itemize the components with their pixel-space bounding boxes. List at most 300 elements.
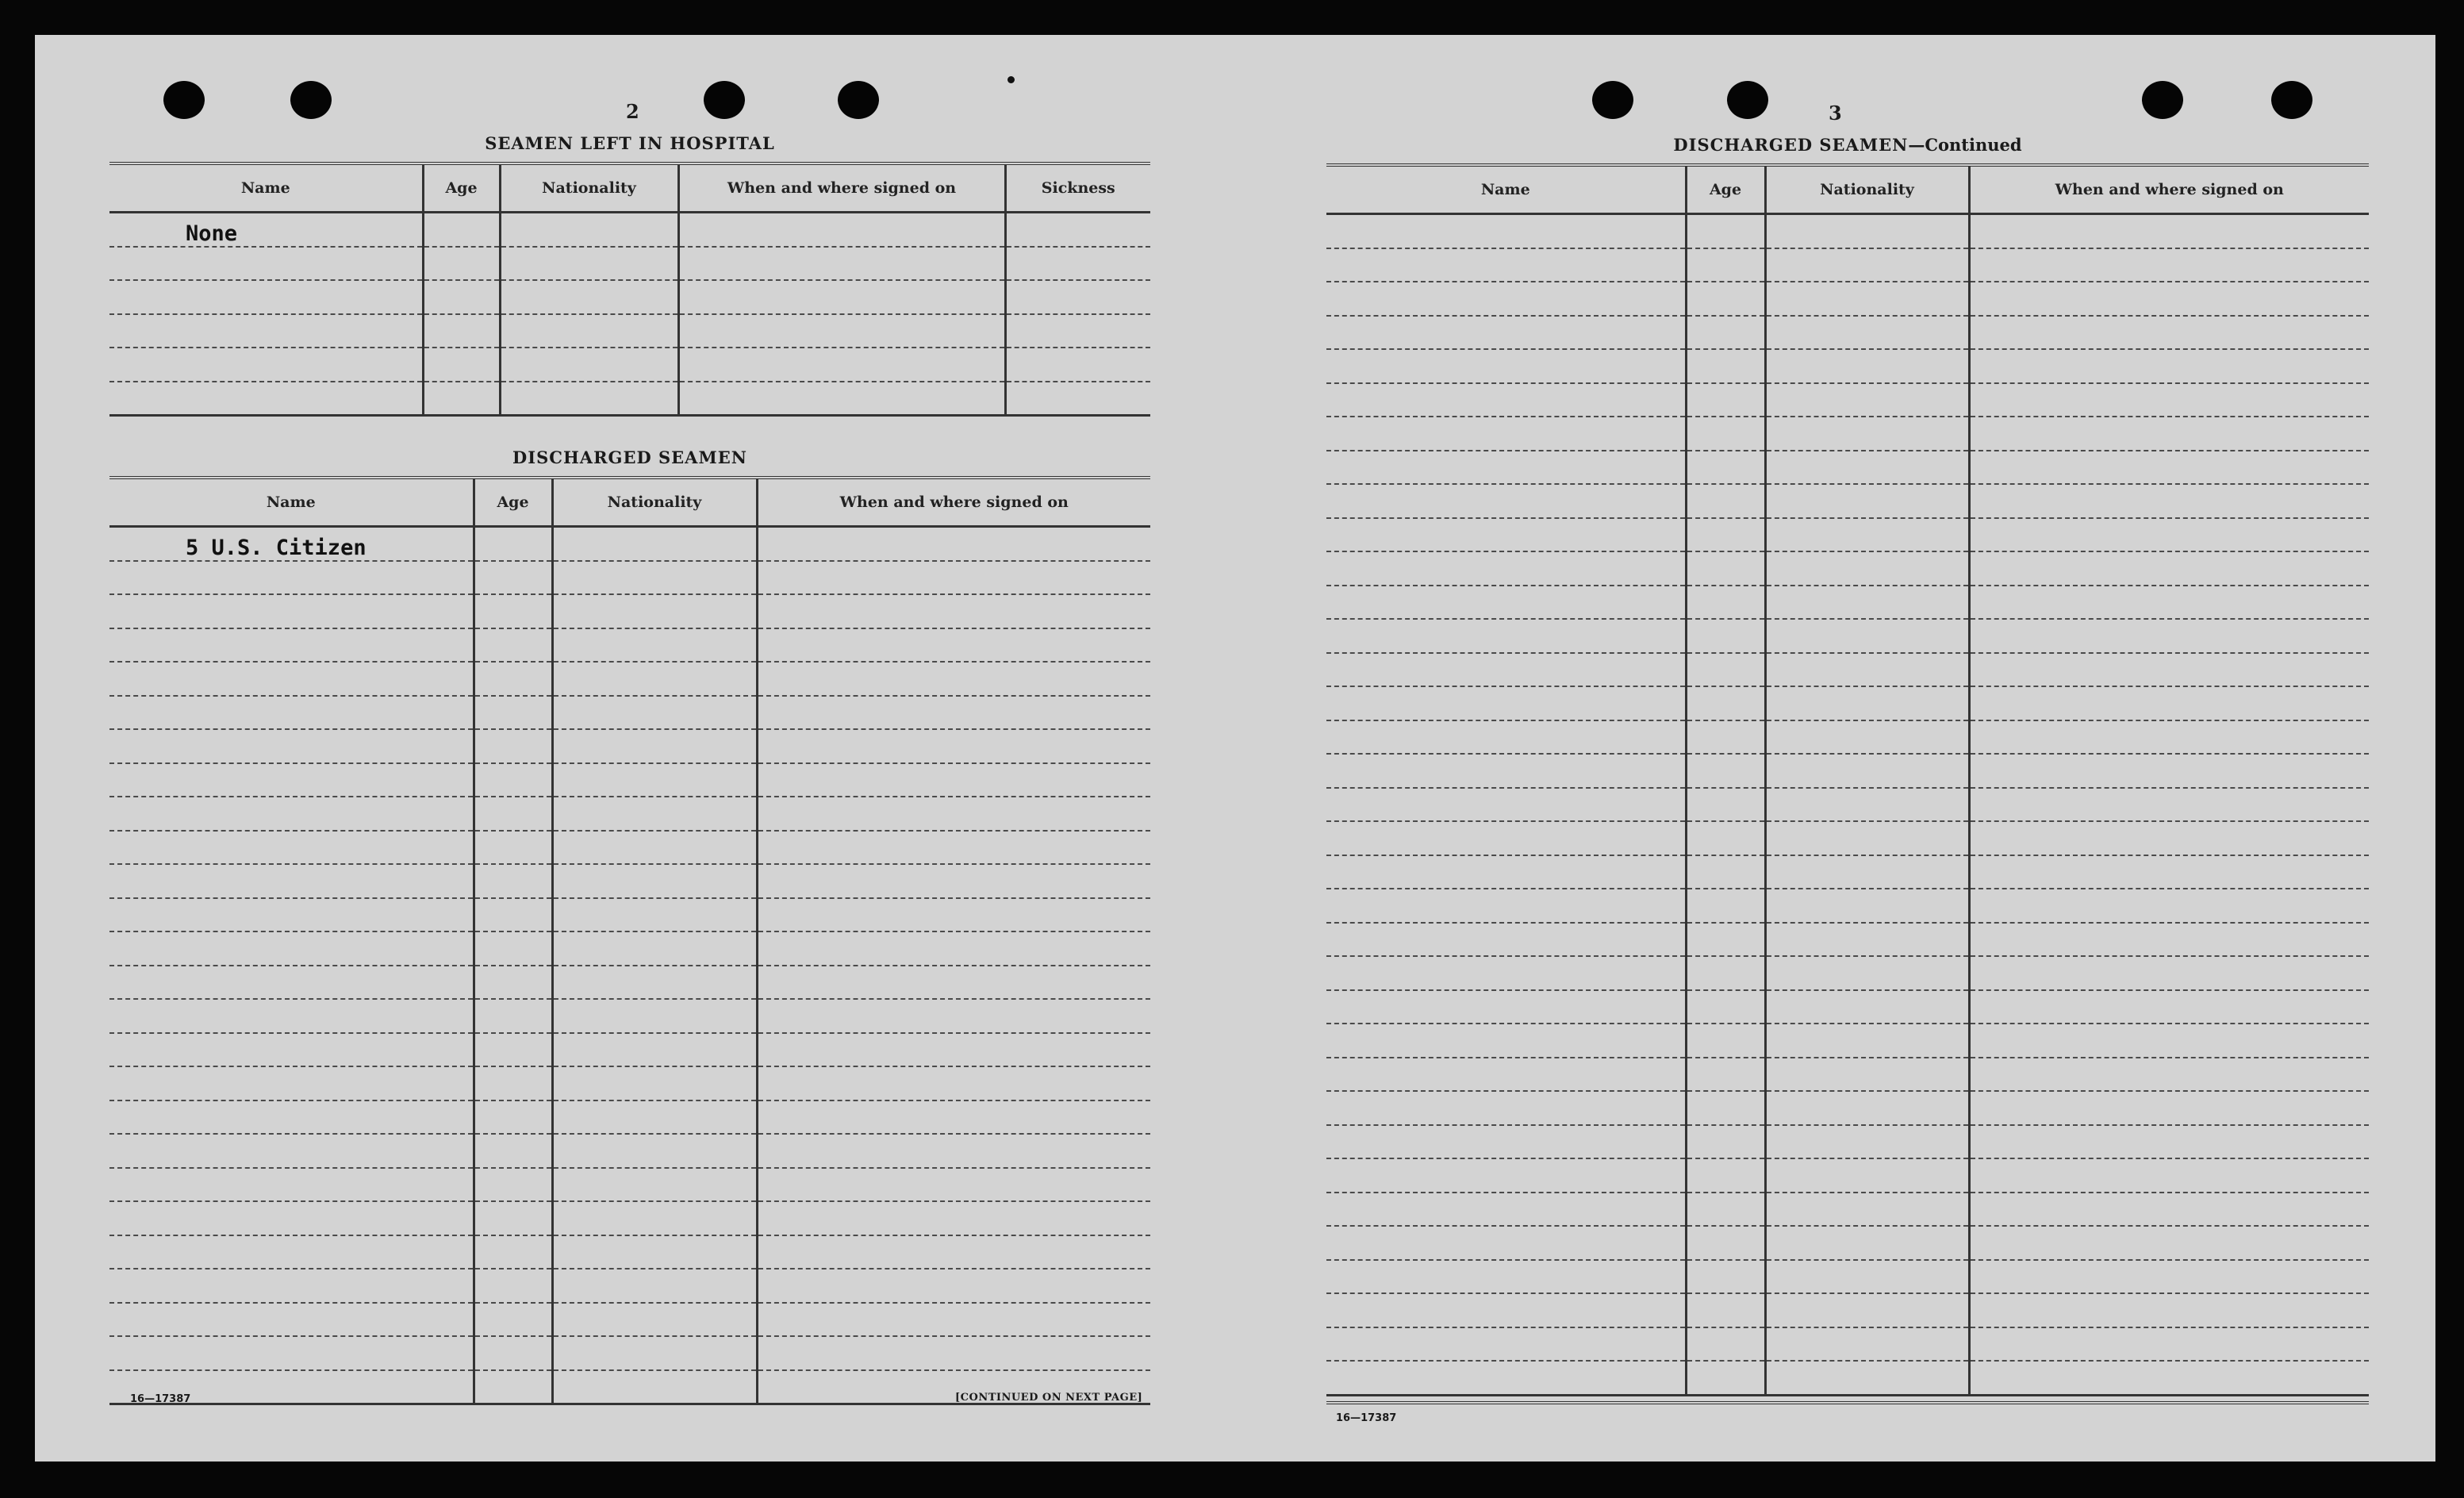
table-cell (109, 729, 474, 763)
table-cell (1686, 316, 1765, 350)
table-cell (1686, 248, 1765, 282)
table-row (1326, 1226, 2369, 1260)
table-cell (474, 729, 552, 763)
table-cell (1969, 586, 2369, 620)
table-cell (109, 247, 423, 281)
column-header: Age (474, 478, 552, 527)
table-cell (1326, 855, 1686, 889)
table-cell (109, 1269, 474, 1303)
table-cell (109, 797, 474, 831)
table-cell (423, 213, 500, 247)
table-cell (1686, 551, 1765, 586)
table-cell (1326, 248, 1686, 282)
form-code: 16—17387 (130, 1393, 191, 1405)
table-cell (1969, 956, 2369, 990)
table-cell (678, 247, 1005, 281)
table-cell (423, 280, 500, 314)
table-cell (109, 1168, 474, 1202)
table-cell (1326, 788, 1686, 822)
table-cell (552, 561, 757, 595)
table-row (1326, 1361, 2369, 1395)
table-cell (1686, 1361, 1765, 1395)
table-row (109, 348, 1150, 382)
scanned-form-sheet (35, 35, 2435, 1462)
table-cell (1765, 754, 1969, 788)
table-cell (1765, 1327, 1969, 1362)
table-cell (1969, 889, 2369, 923)
table-cell (1005, 213, 1150, 247)
table-row (109, 931, 1150, 966)
table-cell (552, 931, 757, 966)
table-cell (474, 594, 552, 628)
table-cell (552, 1100, 757, 1135)
table-cell (1005, 280, 1150, 314)
table-cell (1326, 1158, 1686, 1193)
bottom-double-rule (1326, 1401, 2369, 1404)
table-cell (757, 662, 1150, 696)
table-cell (1326, 451, 1686, 485)
table-cell (474, 763, 552, 797)
table-cell (109, 1100, 474, 1135)
punch-hole (163, 81, 205, 119)
table-cell (474, 1336, 552, 1370)
table-row (109, 1336, 1150, 1370)
table-cell (1765, 1193, 1969, 1227)
column-header: Nationality (1765, 165, 1969, 214)
table-cell (1326, 889, 1686, 923)
table-cell (1326, 1024, 1686, 1058)
punch-hole (1592, 81, 1633, 119)
column-header: Age (1686, 165, 1765, 214)
table-row (109, 213, 1150, 247)
table-cell (1326, 551, 1686, 586)
continued-note: [CONTINUED ON NEXT PAGE] (955, 1392, 1143, 1404)
table-cell (552, 628, 757, 663)
table-cell (1765, 956, 1969, 990)
table-cell (500, 348, 678, 382)
table-cell (552, 797, 757, 831)
table-row (109, 1066, 1150, 1100)
table-cell (1686, 1158, 1765, 1193)
table-cell (474, 561, 552, 595)
table-cell (109, 966, 474, 1000)
table-cell (678, 280, 1005, 314)
table-cell (1765, 686, 1969, 720)
table-row (109, 594, 1150, 628)
table-cell (500, 280, 678, 314)
table-cell (552, 763, 757, 797)
table-cell (1969, 1024, 2369, 1058)
table-cell (1969, 788, 2369, 822)
table-cell (757, 1269, 1150, 1303)
table-cell (1326, 956, 1686, 990)
table-cell (1969, 653, 2369, 687)
table-cell (474, 1100, 552, 1135)
table-row (109, 1269, 1150, 1303)
table-cell (1005, 247, 1150, 281)
table-cell (552, 966, 757, 1000)
table-cell (474, 628, 552, 663)
table-cell (474, 1168, 552, 1202)
table-cell (757, 898, 1150, 932)
table-cell (474, 966, 552, 1000)
table-cell (474, 999, 552, 1033)
table-cell (1765, 788, 1969, 822)
table-row (109, 1168, 1150, 1202)
table-cell (757, 999, 1150, 1033)
table-cell (1969, 451, 2369, 485)
column-header: Age (423, 163, 500, 213)
table-cell (1326, 417, 1686, 451)
table-cell (1326, 720, 1686, 755)
table-cell (552, 1235, 757, 1269)
table-row (109, 1134, 1150, 1168)
table-cell (1686, 1327, 1765, 1362)
table-cell (757, 1100, 1150, 1135)
table-row (109, 729, 1150, 763)
table-cell (1005, 348, 1150, 382)
table-cell (109, 999, 474, 1033)
table-cell (109, 1066, 474, 1100)
punch-hole (704, 81, 745, 119)
table-cell (1686, 923, 1765, 957)
table-cell (109, 898, 474, 932)
table-cell (109, 864, 474, 898)
table-cell (1969, 551, 2369, 586)
table-cell (1326, 923, 1686, 957)
punch-hole (838, 81, 879, 119)
table-cell (474, 1134, 552, 1168)
table-cell (1326, 586, 1686, 620)
table-row (109, 1201, 1150, 1235)
table-cell (1686, 1091, 1765, 1125)
table-row (1326, 754, 2369, 788)
table-cell (1969, 383, 2369, 417)
table-cell (1969, 1361, 2369, 1395)
table-cell (1326, 754, 1686, 788)
table-row (109, 831, 1150, 865)
table-cell (1969, 754, 2369, 788)
table-cell (552, 1168, 757, 1202)
table-row (109, 314, 1150, 348)
table-cell (1765, 1226, 1969, 1260)
table-cell (1686, 754, 1765, 788)
table-row (109, 797, 1150, 831)
table-cell (474, 1066, 552, 1100)
table-cell (109, 382, 423, 416)
page-number: 3 (1829, 102, 1842, 125)
table-cell (757, 1066, 1150, 1100)
hospital-table (109, 162, 1150, 417)
table-cell (757, 966, 1150, 1000)
table-cell (1326, 484, 1686, 518)
column-header: Name (109, 478, 474, 527)
table-cell (1686, 282, 1765, 316)
table-cell (109, 594, 474, 628)
table-cell (1686, 451, 1765, 485)
table-cell (1686, 990, 1765, 1024)
table-cell (678, 348, 1005, 382)
table-cell (1765, 316, 1969, 350)
table-cell (1969, 1091, 2369, 1125)
table-row (109, 1033, 1150, 1067)
table-cell (552, 527, 757, 561)
ink-dot (1007, 76, 1015, 83)
table-cell (757, 931, 1150, 966)
table-cell: None (109, 213, 423, 247)
table-cell (1765, 248, 1969, 282)
column-header: Name (1326, 165, 1686, 214)
table-row (1326, 1125, 2369, 1159)
table-row (109, 999, 1150, 1033)
table-cell (757, 527, 1150, 561)
table-cell (1765, 383, 1969, 417)
table-row (1326, 214, 2369, 248)
table-row (1326, 349, 2369, 383)
table-cell (1969, 1058, 2369, 1092)
table-cell (1686, 855, 1765, 889)
table-cell (109, 348, 423, 382)
page-number: 2 (626, 100, 639, 123)
table-cell (474, 696, 552, 730)
table-cell (474, 1370, 552, 1404)
column-header: Nationality (500, 163, 678, 213)
table-cell (423, 247, 500, 281)
table-cell (1765, 518, 1969, 552)
table-cell (1686, 653, 1765, 687)
table-cell (1765, 282, 1969, 316)
punch-hole (2271, 81, 2312, 119)
table-cell (757, 1168, 1150, 1202)
table-row (1326, 686, 2369, 720)
hospital-section-title: SEAMEN LEFT IN HOSPITAL (485, 133, 775, 153)
table-row (1326, 451, 2369, 485)
table-row (109, 1303, 1150, 1337)
table-cell (1686, 1058, 1765, 1092)
table-row (1326, 1158, 2369, 1193)
table-cell (1969, 923, 2369, 957)
table-cell (474, 1033, 552, 1067)
table-cell (552, 696, 757, 730)
table-cell (1765, 484, 1969, 518)
table-cell (1765, 923, 1969, 957)
table-cell (1765, 1091, 1969, 1125)
discharged-section-title: DISCHARGED SEAMEN (512, 447, 747, 467)
table-cell (109, 1134, 474, 1168)
table-row (1326, 551, 2369, 586)
table-cell (757, 1201, 1150, 1235)
table-cell (109, 1336, 474, 1370)
table-cell (757, 1033, 1150, 1067)
table-cell (1969, 855, 2369, 889)
table-row (1326, 619, 2369, 653)
table-cell (500, 382, 678, 416)
table-cell (474, 1235, 552, 1269)
table-cell (474, 864, 552, 898)
table-cell (1686, 1193, 1765, 1227)
table-cell (1765, 889, 1969, 923)
table-cell (1969, 214, 2369, 248)
table-cell (1765, 1260, 1969, 1294)
table-cell (1765, 821, 1969, 855)
table-row (1326, 653, 2369, 687)
table-row (1326, 1260, 2369, 1294)
table-cell (474, 662, 552, 696)
table-cell (1686, 1226, 1765, 1260)
table-cell (678, 382, 1005, 416)
table-row (1326, 1024, 2369, 1058)
table-cell (109, 561, 474, 595)
left-page (35, 35, 1235, 1462)
table-cell (1765, 551, 1969, 586)
table-cell (1326, 1327, 1686, 1362)
table-cell (423, 314, 500, 348)
table-cell (423, 348, 500, 382)
table-cell (1326, 316, 1686, 350)
table-cell (552, 864, 757, 898)
table-cell (1969, 282, 2369, 316)
table-cell (109, 314, 423, 348)
table-cell (552, 1201, 757, 1235)
table-cell (109, 628, 474, 663)
table-row (1326, 417, 2369, 451)
table-cell (1765, 1361, 1969, 1395)
discharged-continued-section-title (1326, 135, 2369, 155)
table-cell (1765, 214, 1969, 248)
table-cell (1686, 417, 1765, 451)
table-row (109, 696, 1150, 730)
table-cell (757, 594, 1150, 628)
table-cell (552, 831, 757, 865)
table-cell (552, 1033, 757, 1067)
table-row (1326, 720, 2369, 755)
table-row (1326, 855, 2369, 889)
table-cell (1969, 518, 2369, 552)
table-cell (1969, 1293, 2369, 1327)
table-cell (1326, 282, 1686, 316)
table-row (1326, 484, 2369, 518)
table-row (109, 662, 1150, 696)
table-cell (757, 628, 1150, 663)
table-cell (1969, 1226, 2369, 1260)
table-row (1326, 956, 2369, 990)
table-cell (757, 561, 1150, 595)
table-cell (1969, 349, 2369, 383)
table-cell (1969, 417, 2369, 451)
table-cell (109, 763, 474, 797)
table-cell (1326, 1193, 1686, 1227)
table-cell (1765, 855, 1969, 889)
table-cell (1326, 383, 1686, 417)
column-header: When and where signed on (1969, 165, 2369, 214)
table-cell (1969, 1327, 2369, 1362)
table-cell (1326, 349, 1686, 383)
table-cell (1326, 1091, 1686, 1125)
continued-suffix: —Continued (1908, 135, 2022, 155)
table-cell (1765, 586, 1969, 620)
table-cell (1326, 1058, 1686, 1092)
column-header: Sickness (1005, 163, 1150, 213)
table-cell (109, 1303, 474, 1337)
table-row (109, 280, 1150, 314)
table-cell (757, 1235, 1150, 1269)
table-cell (757, 696, 1150, 730)
table-row (109, 763, 1150, 797)
table-cell (1686, 619, 1765, 653)
discharged-table (109, 476, 1150, 1405)
column-header: When and where signed on (678, 163, 1005, 213)
table-cell (1326, 214, 1686, 248)
table-cell (757, 763, 1150, 797)
table-cell (1326, 821, 1686, 855)
table-cell (1686, 1260, 1765, 1294)
table-cell (1326, 686, 1686, 720)
table-cell (474, 931, 552, 966)
table-cell (1765, 1293, 1969, 1327)
table-row (1326, 1293, 2369, 1327)
table-row (1326, 316, 2369, 350)
table-cell (678, 314, 1005, 348)
table-cell (552, 1066, 757, 1100)
table-cell (1969, 720, 2369, 755)
table-cell (552, 594, 757, 628)
table-cell (1686, 1024, 1765, 1058)
table-cell (1326, 1125, 1686, 1159)
table-cell (1765, 1058, 1969, 1092)
table-cell (1686, 1125, 1765, 1159)
table-cell (1969, 1125, 2369, 1159)
table-row (109, 966, 1150, 1000)
table-cell (474, 527, 552, 561)
table-cell (1326, 1293, 1686, 1327)
table-cell (474, 831, 552, 865)
table-cell (474, 1201, 552, 1235)
table-cell (1969, 821, 2369, 855)
table-cell (109, 280, 423, 314)
right-page (1235, 35, 2435, 1462)
discharged-continued-table (1326, 163, 2369, 1396)
table-cell: 5 U.S. Citizen (109, 527, 474, 561)
table-cell (757, 1134, 1150, 1168)
table-cell (552, 662, 757, 696)
table-cell (1765, 417, 1969, 451)
table-cell (1765, 720, 1969, 755)
table-cell (1686, 383, 1765, 417)
table-row (1326, 1193, 2369, 1227)
table-cell (1686, 214, 1765, 248)
table-cell (1686, 586, 1765, 620)
table-row (1326, 1327, 2369, 1362)
table-row (109, 628, 1150, 663)
table-row (1326, 1091, 2369, 1125)
table-row (109, 247, 1150, 281)
table-cell (757, 1303, 1150, 1337)
table-row (109, 864, 1150, 898)
discharged-continued-title: DISCHARGED SEAMEN (1673, 135, 1909, 155)
table-cell (1969, 1193, 2369, 1227)
table-row (1326, 889, 2369, 923)
table-row (1326, 1058, 2369, 1092)
table-cell (1326, 619, 1686, 653)
table-cell (1686, 889, 1765, 923)
table-cell (1005, 382, 1150, 416)
table-cell (1326, 1361, 1686, 1395)
table-cell (1969, 1260, 2369, 1294)
table-cell (474, 1269, 552, 1303)
table-cell (678, 213, 1005, 247)
table-cell (1686, 484, 1765, 518)
table-cell (474, 898, 552, 932)
